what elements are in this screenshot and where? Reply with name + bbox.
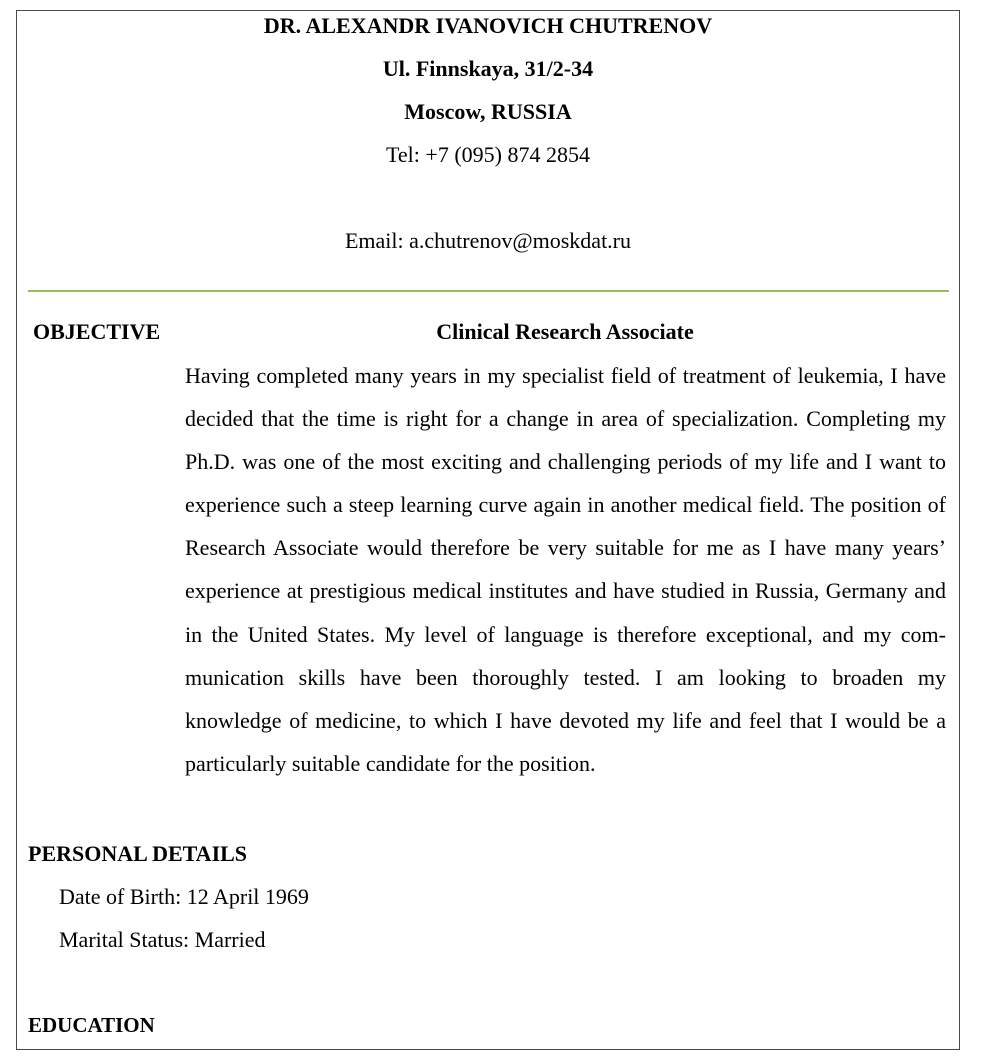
education-heading: EDUCATION [28, 1013, 155, 1037]
city-country: Moscow, RUSSIA [404, 99, 572, 124]
objective-heading: OBJECTIVE [33, 319, 161, 344]
email-address: Email: a.chutrenov@moskdat.ru [344, 228, 632, 253]
phone-number: Tel: +7 (095) 874 2854 [386, 142, 590, 167]
marital-status: Marital Status: Married [59, 927, 266, 952]
date-of-birth: Date of Birth: 12 April 1969 [59, 884, 309, 909]
section-divider [28, 290, 949, 292]
personal-details-heading: PERSONAL DETAILS [28, 841, 248, 866]
street-address: Ul. Finnskaya, 31/2-34 [382, 56, 594, 81]
objective-title: Clinical Research Associate [436, 319, 694, 344]
candidate-name: DR. ALEXANDR IVANOVICH CHUTRENOV [263, 13, 713, 38]
objective-paragraph: Having completed many years in my specialist field of treatment of leukemia, I have decided that the time is right for a change in area of specialization. Completing my Ph.D. was one of the most exciting and challenging periods of my life and I want to experience such a steep learning curve again in another medical field. The position of Research Associate would therefore be very suitable for me as I have many years’ experience at prestigious medical institutes and have studied in Russia, Germany and in the United States. My level of language is therefore exceptional, and my communication skills have been thoroughly tested. I am looking to broaden my knowledge of medicine, to which I have devoted my life and feel that I would be a particularly suitable candidate for the position. [185, 363, 946, 776]
